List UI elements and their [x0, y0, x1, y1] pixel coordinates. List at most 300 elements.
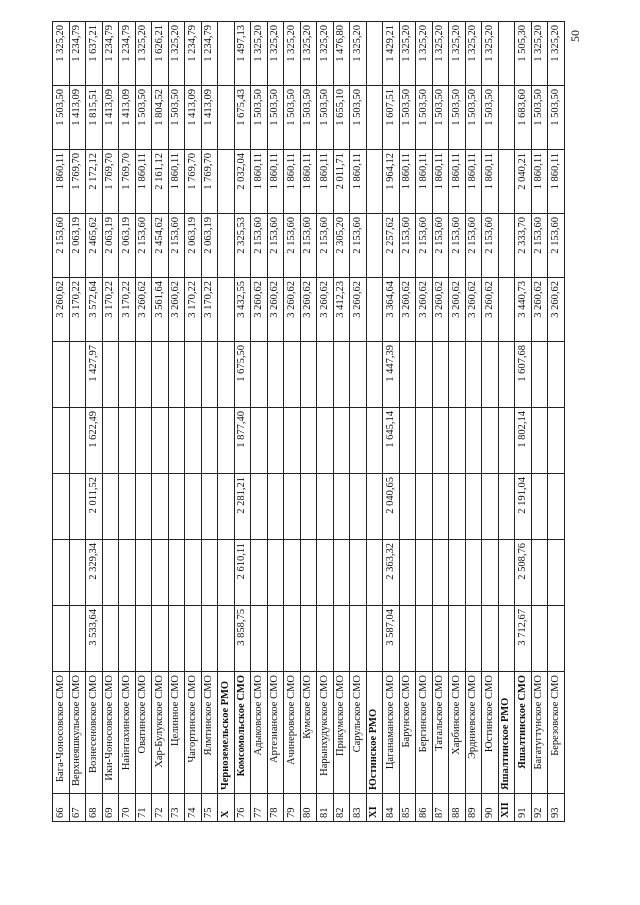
value-cell: 1 683,60	[515, 86, 532, 150]
value-cell: 1 325,20	[135, 22, 152, 86]
municipality-name: Бергинское СМО	[416, 672, 433, 794]
municipality-name: Хар-Булукское СМО	[152, 672, 169, 794]
value-cell	[482, 342, 499, 408]
value-cell	[350, 474, 367, 540]
value-cell	[284, 540, 301, 606]
value-cell: 1 413,09	[102, 86, 119, 150]
value-cell: 1 503,50	[284, 86, 301, 150]
value-cell	[449, 342, 466, 408]
value-cell: 2 153,60	[317, 214, 334, 278]
value-cell	[498, 474, 515, 540]
table-row	[531, 22, 548, 822]
municipality-name: Бага-Чоносовское СМО	[53, 672, 70, 794]
value-cell	[317, 408, 334, 474]
value-cell: 3 533,64	[86, 606, 103, 672]
value-cell	[218, 22, 235, 86]
value-cell	[416, 540, 433, 606]
value-cell: 1 769,70	[201, 150, 218, 214]
row-index: 79	[284, 794, 301, 822]
value-cell: 1 503,50	[416, 86, 433, 150]
row-index: 85	[399, 794, 416, 822]
value-cell: 2 153,60	[432, 214, 449, 278]
row-index: 81	[317, 794, 334, 822]
row-index: 68	[86, 794, 103, 822]
value-cell: 2 153,60	[399, 214, 416, 278]
value-cell	[432, 606, 449, 672]
value-cell: 1 802,14	[515, 408, 532, 474]
value-cell: 3 412,23	[333, 278, 350, 342]
value-cell: 2 325,53	[234, 214, 251, 278]
value-cell: 1 503,50	[482, 86, 499, 150]
value-cell: 1 325,20	[416, 22, 433, 86]
value-cell	[300, 606, 317, 672]
value-cell: 1 964,12	[383, 150, 400, 214]
value-cell: 1 637,21	[86, 22, 103, 86]
value-cell	[498, 606, 515, 672]
municipality-name: Найнтахинское СМО	[119, 672, 136, 794]
value-cell: 1 325,20	[284, 22, 301, 86]
table-row	[234, 22, 251, 822]
municipality-name: Юстинское РМО	[366, 672, 383, 794]
value-cell: 2 281,21	[234, 474, 251, 540]
value-cell: 3 587,04	[383, 606, 400, 672]
table-row	[53, 22, 70, 822]
table-row	[284, 22, 301, 822]
value-cell: 2 257,62	[383, 214, 400, 278]
municipality-name: Целинное СМО	[168, 672, 185, 794]
value-cell	[267, 342, 284, 408]
table-row	[383, 22, 400, 822]
value-cell	[416, 408, 433, 474]
value-cell: 1 325,20	[53, 22, 70, 86]
row-index: 80	[300, 794, 317, 822]
table-section-row	[498, 22, 515, 822]
value-cell	[251, 606, 268, 672]
row-index: 71	[135, 794, 152, 822]
value-cell: 2 153,60	[350, 214, 367, 278]
value-cell	[185, 408, 202, 474]
value-cell	[300, 540, 317, 606]
value-cell	[548, 474, 565, 540]
value-cell	[333, 540, 350, 606]
value-cell	[300, 408, 317, 474]
value-cell: 3 260,62	[432, 278, 449, 342]
value-cell: 1 503,50	[267, 86, 284, 150]
value-cell: 3 260,62	[449, 278, 466, 342]
row-index: 75	[201, 794, 218, 822]
value-cell	[102, 408, 119, 474]
value-cell: 2 011,71	[333, 150, 350, 214]
table-row	[449, 22, 466, 822]
value-cell: 1 234,79	[185, 22, 202, 86]
value-cell: 1 860,11	[300, 150, 317, 214]
table-row	[69, 22, 86, 822]
value-cell	[267, 474, 284, 540]
value-cell: 1 413,09	[185, 86, 202, 150]
value-cell: 1 769,70	[185, 150, 202, 214]
value-cell: 1 325,20	[300, 22, 317, 86]
value-cell	[168, 408, 185, 474]
table-row	[482, 22, 499, 822]
value-cell: 1 234,79	[69, 22, 86, 86]
value-cell	[53, 474, 70, 540]
value-cell: 2 063,19	[69, 214, 86, 278]
value-cell	[300, 474, 317, 540]
value-cell	[284, 606, 301, 672]
value-cell: 1 860,11	[317, 150, 334, 214]
row-index: 93	[548, 794, 565, 822]
municipality-name: Барунское СМО	[399, 672, 416, 794]
table-row	[548, 22, 565, 822]
value-cell	[399, 606, 416, 672]
table-row	[317, 22, 334, 822]
value-cell: 1 325,20	[350, 22, 367, 86]
value-cell: 1 476,80	[333, 22, 350, 86]
value-cell: 2 191,04	[515, 474, 532, 540]
value-cell	[218, 540, 235, 606]
value-cell: 1 325,20	[449, 22, 466, 86]
value-cell: 1 675,43	[234, 86, 251, 150]
value-cell: 2 032,04	[234, 150, 251, 214]
municipality-name: Яшалтинское СМО	[515, 672, 532, 794]
value-cell	[531, 342, 548, 408]
value-cell: 1 503,50	[135, 86, 152, 150]
value-cell	[69, 606, 86, 672]
value-cell	[53, 408, 70, 474]
table-row	[185, 22, 202, 822]
value-cell	[498, 86, 515, 150]
value-cell	[218, 214, 235, 278]
value-cell: 1 447,39	[383, 342, 400, 408]
value-cell	[333, 606, 350, 672]
value-cell: 3 260,62	[465, 278, 482, 342]
value-cell: 1 234,79	[102, 22, 119, 86]
value-cell	[498, 214, 515, 278]
value-cell: 3 260,62	[399, 278, 416, 342]
value-cell	[333, 408, 350, 474]
value-cell: 1 607,51	[383, 86, 400, 150]
value-cell	[366, 606, 383, 672]
value-cell: 3 260,62	[168, 278, 185, 342]
value-cell: 1 413,09	[119, 86, 136, 150]
row-index: XI	[366, 794, 383, 822]
value-cell: 1 769,70	[69, 150, 86, 214]
value-cell	[152, 474, 169, 540]
value-cell	[399, 408, 416, 474]
row-index: XII	[498, 794, 515, 822]
value-cell: 2 153,60	[168, 214, 185, 278]
value-cell: 1 860,11	[284, 150, 301, 214]
value-cell	[201, 408, 218, 474]
value-cell	[53, 540, 70, 606]
value-cell	[119, 474, 136, 540]
value-cell: 2 153,60	[135, 214, 152, 278]
value-cell	[152, 342, 169, 408]
value-cell: 1 325,20	[168, 22, 185, 86]
row-index: 69	[102, 794, 119, 822]
table-row	[399, 22, 416, 822]
municipality-name: Яшалтинское РМО	[498, 672, 515, 794]
value-cell: 1 860,11	[168, 150, 185, 214]
value-cell: 1 503,50	[531, 86, 548, 150]
row-index: 66	[53, 794, 70, 822]
value-cell: 1 503,50	[449, 86, 466, 150]
value-cell: 1 325,20	[482, 22, 499, 86]
value-cell	[168, 342, 185, 408]
row-index: 73	[168, 794, 185, 822]
value-cell	[482, 408, 499, 474]
value-cell	[185, 342, 202, 408]
value-cell	[399, 540, 416, 606]
value-cell	[548, 408, 565, 474]
value-cell	[531, 540, 548, 606]
value-cell: 2 465,62	[86, 214, 103, 278]
row-index: 84	[383, 794, 400, 822]
municipality-name: Багатугтунское СМО	[531, 672, 548, 794]
value-cell	[482, 606, 499, 672]
municipality-name: Юстинское СМО	[482, 672, 499, 794]
table-section-row	[366, 22, 383, 822]
value-cell	[350, 606, 367, 672]
value-cell	[185, 474, 202, 540]
value-cell: 1 860,11	[399, 150, 416, 214]
value-cell: 1 325,20	[399, 22, 416, 86]
tariff-table	[52, 21, 565, 822]
municipality-name: Артезианское СМО	[267, 672, 284, 794]
table-row	[152, 22, 169, 822]
value-cell	[102, 474, 119, 540]
value-cell: 1 503,50	[432, 86, 449, 150]
row-index: 88	[449, 794, 466, 822]
page-number: 50	[568, 30, 582, 42]
value-cell	[416, 474, 433, 540]
value-cell	[416, 606, 433, 672]
value-cell: 3 260,62	[482, 278, 499, 342]
value-cell	[300, 342, 317, 408]
municipality-name: Прикумское СМО	[333, 672, 350, 794]
value-cell	[333, 474, 350, 540]
value-cell	[366, 86, 383, 150]
table-row	[168, 22, 185, 822]
value-cell	[201, 342, 218, 408]
value-cell: 2 454,62	[152, 214, 169, 278]
value-cell	[548, 540, 565, 606]
row-index: 91	[515, 794, 532, 822]
value-cell	[102, 540, 119, 606]
row-index: 72	[152, 794, 169, 822]
value-cell	[531, 408, 548, 474]
row-index: 74	[185, 794, 202, 822]
value-cell: 1 860,11	[432, 150, 449, 214]
value-cell: 1 429,21	[383, 22, 400, 86]
table-row	[515, 22, 532, 822]
value-cell: 3 170,22	[185, 278, 202, 342]
value-cell	[284, 408, 301, 474]
value-cell	[152, 408, 169, 474]
value-cell	[168, 474, 185, 540]
value-cell: 1 860,11	[135, 150, 152, 214]
value-cell	[218, 150, 235, 214]
row-index: 82	[333, 794, 350, 822]
value-cell	[432, 342, 449, 408]
value-cell: 1 860,11	[267, 150, 284, 214]
value-cell: 1 815,51	[86, 86, 103, 150]
value-cell	[251, 342, 268, 408]
value-cell: 1 234,79	[201, 22, 218, 86]
value-cell: 1 860,11	[449, 150, 466, 214]
value-cell	[498, 278, 515, 342]
value-cell: 2 333,70	[515, 214, 532, 278]
value-cell	[449, 606, 466, 672]
municipality-name: Харбинское СМО	[449, 672, 466, 794]
value-cell	[69, 474, 86, 540]
value-cell: 3 170,22	[119, 278, 136, 342]
municipality-name: Татальское СМО	[432, 672, 449, 794]
row-index: 70	[119, 794, 136, 822]
value-cell	[53, 342, 70, 408]
value-cell: 1 325,20	[465, 22, 482, 86]
value-cell	[218, 86, 235, 150]
row-index: 89	[465, 794, 482, 822]
row-index: 86	[416, 794, 433, 822]
value-cell: 1 860,11	[350, 150, 367, 214]
value-cell: 1 503,50	[53, 86, 70, 150]
value-cell: 2 063,19	[201, 214, 218, 278]
value-cell: 2 063,19	[185, 214, 202, 278]
value-cell	[366, 408, 383, 474]
value-cell	[168, 540, 185, 606]
value-cell: 1 503,50	[399, 86, 416, 150]
value-cell	[432, 408, 449, 474]
municipality-name: Березовское СМО	[548, 672, 565, 794]
value-cell: 3 260,62	[135, 278, 152, 342]
value-cell	[251, 408, 268, 474]
value-cell	[366, 22, 383, 86]
value-cell: 2 153,60	[449, 214, 466, 278]
value-cell	[201, 540, 218, 606]
value-cell	[498, 150, 515, 214]
municipality-name: Черноземельское РМО	[218, 672, 235, 794]
row-index: 90	[482, 794, 499, 822]
value-cell: 1 503,50	[548, 86, 565, 150]
table-row	[432, 22, 449, 822]
municipality-name: Ачинеровское СМО	[284, 672, 301, 794]
value-cell: 3 260,62	[548, 278, 565, 342]
value-cell: 1 427,97	[86, 342, 103, 408]
value-cell	[185, 540, 202, 606]
value-cell: 1 877,40	[234, 408, 251, 474]
row-index: X	[218, 794, 235, 822]
value-cell	[432, 474, 449, 540]
value-cell: 3 260,62	[53, 278, 70, 342]
table-row	[416, 22, 433, 822]
value-cell	[531, 606, 548, 672]
value-cell	[53, 606, 70, 672]
row-index: 77	[251, 794, 268, 822]
value-cell: 2 508,76	[515, 540, 532, 606]
value-cell: 3 260,62	[300, 278, 317, 342]
value-cell: 3 260,62	[416, 278, 433, 342]
municipality-name: Ики-Чоносовское СМО	[102, 672, 119, 794]
value-cell: 1 860,11	[465, 150, 482, 214]
value-cell: 1 325,20	[251, 22, 268, 86]
municipality-name: Комсомольское СМО	[234, 672, 251, 794]
value-cell	[251, 540, 268, 606]
municipality-name: Цаганаманское СМО	[383, 672, 400, 794]
municipality-name: Сарульское СМО	[350, 672, 367, 794]
value-cell	[350, 540, 367, 606]
value-cell: 2 040,65	[383, 474, 400, 540]
value-cell: 1 607,68	[515, 342, 532, 408]
value-cell: 3 170,22	[102, 278, 119, 342]
value-cell	[152, 540, 169, 606]
value-cell: 1 655,10	[333, 86, 350, 150]
value-cell	[366, 540, 383, 606]
table-row	[300, 22, 317, 822]
value-cell: 1 860,11	[251, 150, 268, 214]
value-cell: 3 440,73	[515, 278, 532, 342]
table-row	[135, 22, 152, 822]
table-section-row	[218, 22, 235, 822]
value-cell: 3 858,75	[234, 606, 251, 672]
table-row	[201, 22, 218, 822]
value-cell	[465, 342, 482, 408]
value-cell: 2 153,60	[267, 214, 284, 278]
row-index: 83	[350, 794, 367, 822]
municipality-name: Вознесеновское СМО	[86, 672, 103, 794]
value-cell: 3 260,62	[317, 278, 334, 342]
value-cell: 1 497,13	[234, 22, 251, 86]
value-cell	[399, 474, 416, 540]
value-cell: 1 860,11	[416, 150, 433, 214]
value-cell	[366, 474, 383, 540]
value-cell: 2 153,60	[300, 214, 317, 278]
row-index: 67	[69, 794, 86, 822]
municipality-name: Адыковское СМО	[251, 672, 268, 794]
value-cell	[251, 474, 268, 540]
value-cell: 1 413,09	[201, 86, 218, 150]
value-cell: 1 626,21	[152, 22, 169, 86]
value-cell	[498, 342, 515, 408]
value-cell: 3 260,62	[350, 278, 367, 342]
value-cell: 1 503,50	[251, 86, 268, 150]
row-index: 87	[432, 794, 449, 822]
value-cell: 1 860,11	[482, 150, 499, 214]
value-cell: 2 153,60	[548, 214, 565, 278]
value-cell	[317, 606, 334, 672]
value-cell	[102, 606, 119, 672]
value-cell	[119, 342, 136, 408]
municipality-name: Чагортинское СМО	[185, 672, 202, 794]
value-cell	[366, 342, 383, 408]
value-cell: 3 572,64	[86, 278, 103, 342]
table-row	[119, 22, 136, 822]
value-cell: 1 325,20	[317, 22, 334, 86]
value-cell: 1 769,70	[102, 150, 119, 214]
value-cell: 2 063,19	[102, 214, 119, 278]
value-cell: 3 170,22	[69, 278, 86, 342]
value-cell	[152, 606, 169, 672]
value-cell: 1 804,52	[152, 86, 169, 150]
value-cell	[531, 474, 548, 540]
municipality-name: Оватинское СМО	[135, 672, 152, 794]
value-cell	[267, 540, 284, 606]
value-cell: 2 153,60	[251, 214, 268, 278]
value-cell	[366, 214, 383, 278]
value-cell: 3 432,55	[234, 278, 251, 342]
value-cell	[119, 540, 136, 606]
value-cell: 1 860,11	[548, 150, 565, 214]
